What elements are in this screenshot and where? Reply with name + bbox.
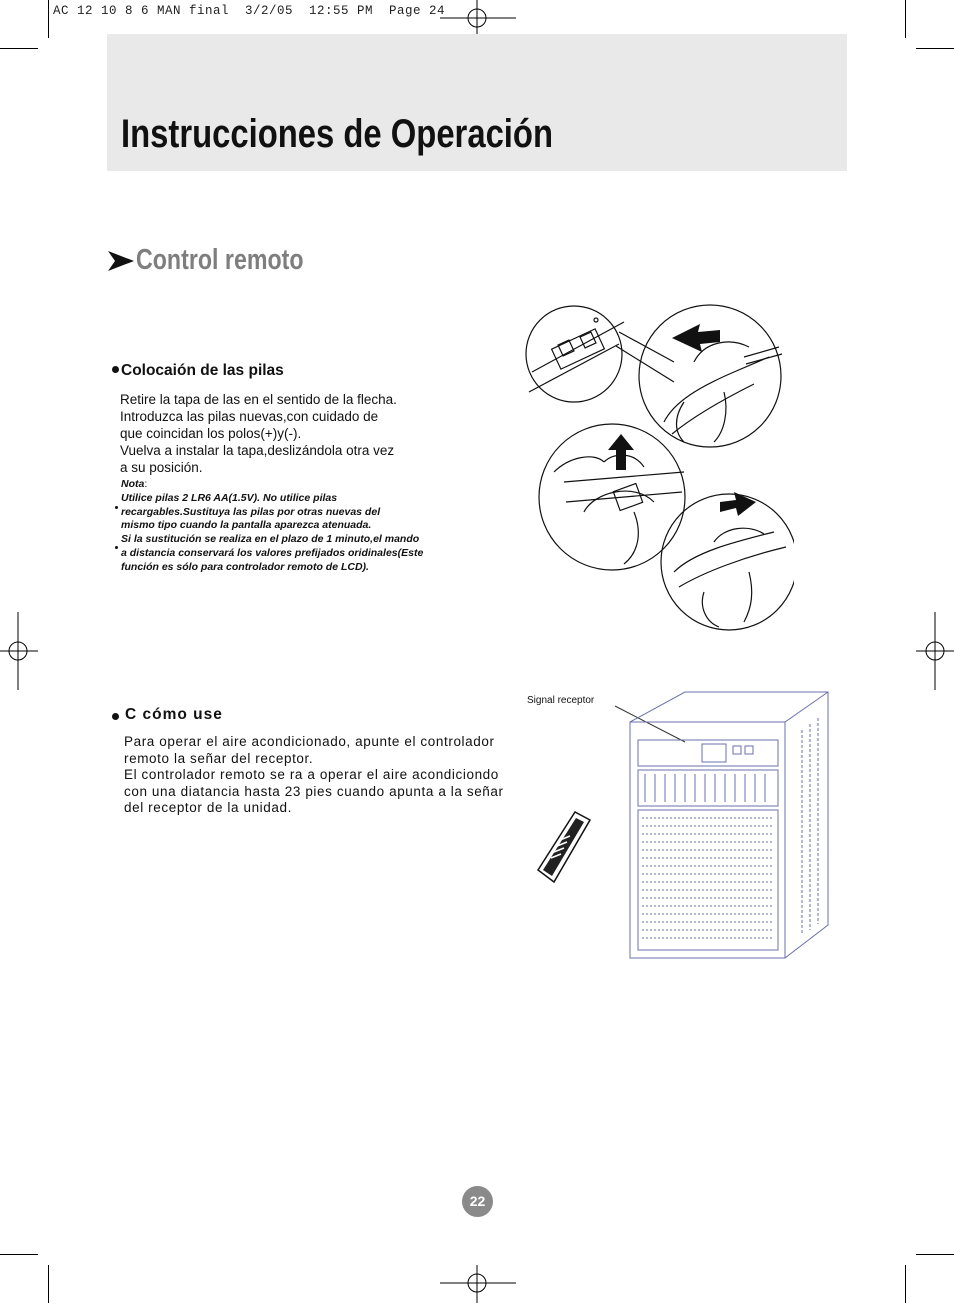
registration-mark-right [914,612,954,692]
note-bullet [115,546,118,549]
note-line: mismo tipo cuando la pantalla aparezca atenuada. [121,519,372,532]
arrow-icon [107,250,135,272]
note-bullet [115,506,118,509]
registration-mark-left [0,612,40,692]
note-line: recargables.Sustituya las pilas por otras nuevas del [121,505,381,518]
instruction-line: del receptor de la unidad. [124,800,292,815]
note-label: Nota [121,478,145,490]
instruction-line: Vuelva a instalar la tapa,deslizándola otra vez [120,443,395,458]
batteries-instructions [120,391,450,476]
print-slug: AC 12 10 8 6 MAN final 3/2/05 12:55 PM Page 24 [53,4,446,18]
note-line: función es sólo para controlador remoto de LCD). [121,560,369,573]
instruction-line: El controlador remoto se ra a operar el aire acondiciondo [124,767,499,782]
bullet-icon [112,713,119,720]
page-number: 22 [462,1186,493,1217]
remote-control-icon [538,812,590,882]
battery-installation-illustration [524,302,794,632]
air-conditioner-illustration [530,690,840,960]
bullet-icon [112,366,119,373]
note-line: Si la sustitución se realiza en el plazo de 1 minuto,el mando [121,533,420,546]
use-instructions [124,734,544,817]
use-heading: C cómo use [125,706,223,723]
battery-note: Nota: Utilice pilas 2 LR6 AA(1.5V). No utilice pilas recargables.Sustituya las pilas por otras nuevas del mismo tipo cuando la pantalla aparezca atenuada. Si la sustitución se realiza en el plazo de 1 minuto,el mando a distancia conservará los valores prefijados oridinales(Este función es sólo para controlador remoto de LCD). [121,478,481,575]
signal-receptor-callout: Signal receptor [527,695,595,706]
instruction-line: Para operar el aire acondicionado, apunte el controlador [124,734,495,749]
lift-arrow-icon [608,434,634,470]
section-title: Control remoto [136,244,304,276]
instruction-line: Introduzca las pilas nuevas,con cuidado de [120,409,379,424]
registration-mark-bottom [440,1265,520,1303]
slide-arrow-icon [672,324,720,352]
page-title: Instrucciones de Operación [121,112,553,156]
instruction-line: que coincidan los polos(+)y(-). [120,426,302,441]
instruction-line: remoto la señar del receptor. [124,750,314,766]
replace-arrow-icon [720,492,756,516]
batteries-heading: Colocaión de las pilas [121,362,284,379]
note-line: a distancia conservará los valores prefijados oridinales(Este [121,546,424,559]
instruction-line: a su posición. [120,460,203,475]
note-line: Utilice pilas 2 LR6 AA(1.5V). No utilice pilas [121,491,338,504]
instruction-line: con una diatancia hasta 23 pies cuando apunta a la señar [124,783,504,799]
instruction-line: Retire la tapa de las en el sentido de la flecha. [120,392,397,407]
